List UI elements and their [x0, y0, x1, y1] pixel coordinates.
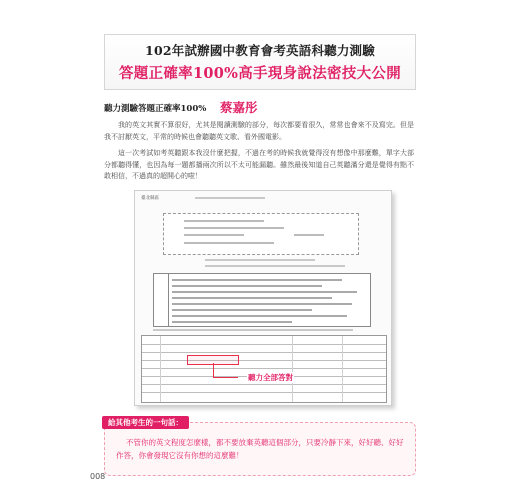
callout-label: 聽力全部答對 [248, 373, 293, 382]
paragraph-1: 我的英文其實不算很好，尤其是閱讀測驗的部分，每次都要看很久，常常也會來不及寫完。但是我不討厭英文，平常的時候也會聽聽英文歌、看外國電影。 [104, 121, 414, 141]
paragraph-2: 這一次考試如考英聽跟本我沒什麼把握，不過在考的時候我就覺得沒有想像中那麼難，單字大部分都聽得懂，也因為每一題都播兩次所以不太可能漏聽。雖然最後知道自己英聽滿分還是覺得有點不敢相信，不過真的超開心的啦！ [104, 149, 414, 180]
student-label: 聽力測驗答題正確率100% [104, 104, 207, 114]
page [90, 12, 430, 488]
advice-tag: 給其他考生的一句話： [102, 416, 189, 429]
page-subtitle: 答題正確率100%高手現身說法密技大公開 [118, 65, 402, 82]
scan-score-table [141, 335, 387, 403]
title-banner [104, 34, 416, 90]
advice-text: 不管你的英文程度怎麼樣，都不要放棄英聽這個部分，只要冷靜下來，好好聽、好好作答，你會發現它沒有你想的這麼難！ [116, 438, 404, 460]
page-number: 008 [90, 472, 106, 481]
student-name: 蔡嘉彤 [220, 100, 258, 115]
page-title: 102年試辦國中教育會考英語科聽力測驗 [145, 43, 375, 58]
student-heading [104, 98, 414, 116]
scan-address-box [163, 213, 359, 255]
scan-corner-label: 臺北縣區 [141, 196, 159, 201]
scan-notice-box [153, 273, 371, 327]
callout-arrow [213, 363, 238, 378]
score-report-image [134, 190, 392, 406]
scan-header-blur [195, 197, 265, 199]
